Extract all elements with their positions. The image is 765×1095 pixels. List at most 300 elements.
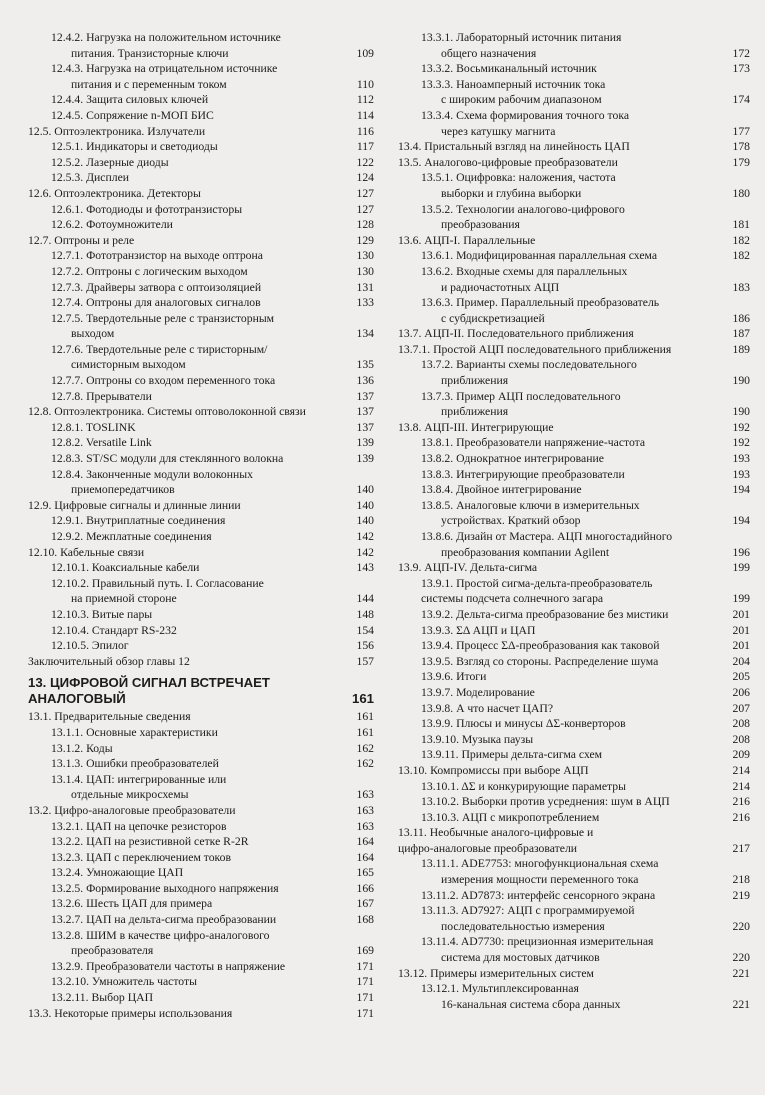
toc-entry[interactable] [28, 202, 374, 218]
toc-entry-number: 13.10.2. [421, 795, 459, 809]
toc-entry-number: 13.10.1. [421, 779, 459, 793]
toc-entry-title-continued: преобразователя [71, 944, 154, 958]
toc-page-number: 179 [732, 155, 750, 169]
toc-entry-title [51, 850, 374, 866]
toc-entry[interactable] [28, 404, 374, 420]
toc-entry[interactable] [28, 865, 374, 881]
toc-entry[interactable] [398, 248, 750, 264]
toc-entry-number: 13.2.3. [51, 850, 84, 864]
toc-entry[interactable] [398, 779, 750, 795]
toc-entry-title-continued: цифро-аналоговые преобразователи [398, 841, 578, 855]
toc-entry-title [28, 124, 374, 140]
toc-entry-number: 13. [28, 675, 47, 691]
toc-page-number: 201 [732, 623, 750, 637]
toc-entry[interactable] [398, 763, 750, 779]
toc-entry[interactable] [398, 451, 750, 467]
toc-entry-text: Оптоэлектроника. Системы оптоволоконной связи [54, 405, 306, 419]
toc-entry-number: 13.2.2. [51, 835, 84, 849]
toc-entry-title [51, 170, 374, 186]
toc-entry-text: Итоги [456, 670, 487, 684]
toc-page-number: 163 [356, 803, 374, 817]
toc-entry-text: Аналогово-цифровые преобразователи [424, 155, 618, 169]
toc-entry-title [51, 756, 374, 772]
toc-entry-text: Оптроны для аналоговых сигналов [86, 296, 261, 310]
toc-entry[interactable] [28, 435, 374, 451]
toc-entry[interactable] [398, 30, 750, 61]
toc-entry[interactable] [28, 576, 374, 607]
toc-entry[interactable] [28, 295, 374, 311]
toc-entry-text: Эпилог [91, 639, 129, 653]
toc-page-number: 201 [732, 639, 750, 653]
toc-entry[interactable] [28, 654, 374, 670]
toc-entry[interactable] [398, 856, 750, 887]
toc-entry[interactable] [28, 311, 374, 342]
toc-page-number: 109 [356, 46, 374, 60]
toc-entry[interactable] [28, 725, 374, 741]
toc-page-number: 190 [732, 405, 750, 419]
toc-entry[interactable] [28, 248, 374, 264]
toc-entry[interactable] [28, 850, 374, 866]
toc-entry[interactable] [28, 623, 374, 639]
toc-entry[interactable] [28, 974, 374, 990]
toc-entry-title [51, 155, 374, 171]
toc-entry-text: Основные характеристики [86, 725, 218, 739]
toc-entry-number: 13.1. [28, 710, 52, 724]
toc-entry-title [51, 248, 374, 264]
toc-entry-number: 12.7. [28, 233, 52, 247]
toc-entry-text: Лазерные диоды [86, 155, 169, 169]
toc-entry[interactable] [398, 607, 750, 623]
toc-page-number: 214 [732, 763, 750, 777]
toc-entry-text: AD7927: АЦП с программируемой [460, 904, 635, 918]
toc-entry[interactable] [28, 420, 374, 436]
toc-entry[interactable] [28, 819, 374, 835]
toc-entry-title [421, 701, 750, 717]
toc-entry-number: 12.7.3. [51, 280, 84, 294]
toc-entry-number: 13.2.7. [51, 913, 84, 927]
toc-entry[interactable] [28, 959, 374, 975]
toc-entry-title [421, 389, 750, 405]
toc-entry-title [51, 990, 374, 1006]
toc-entry-number: 13.11. [398, 826, 427, 840]
toc-entry[interactable] [28, 928, 374, 959]
toc-entry-title [421, 685, 750, 701]
toc-entry[interactable] [398, 202, 750, 233]
toc-page-number: 209 [732, 748, 750, 762]
toc-entry-title [421, 295, 750, 311]
toc-chapter-heading[interactable] [28, 675, 374, 707]
toc-entry-text: Предварительные сведения [54, 710, 191, 724]
toc-entry-number: 12.4.2. [51, 31, 84, 44]
toc-entry[interactable] [398, 810, 750, 826]
toc-entry-title [51, 373, 374, 389]
toc-entry-text: AD7730: прецизионная измерительная [460, 935, 654, 949]
toc-entry[interactable] [398, 170, 750, 201]
toc-page-number: 178 [732, 140, 750, 154]
toc-entry[interactable] [398, 888, 750, 904]
toc-entry-number: 13.11.2. [421, 888, 459, 902]
toc-entry[interactable] [398, 482, 750, 498]
toc-entry-title [51, 420, 374, 436]
toc-entry-title [421, 888, 750, 904]
toc-entry-number: 13.8.2. [421, 452, 454, 466]
toc-entry-number: 13.9. [398, 561, 422, 575]
toc-entry-text: А что насчет ЦАП? [456, 701, 554, 715]
toc-entry[interactable] [398, 716, 750, 732]
toc-entry-text: Фотоумножители [86, 218, 173, 232]
toc-entry-text: Выбор ЦАП [91, 991, 154, 1005]
toc-entry-title [398, 326, 750, 342]
toc-entry[interactable] [398, 233, 750, 249]
toc-entry-number: 13.9.10. [421, 732, 459, 746]
toc-entry-text: Умножающие ЦАП [86, 866, 184, 880]
toc-entry-text: Оптроны с логическим выходом [86, 264, 248, 278]
toc-entry-number: 13.9.7. [421, 685, 454, 699]
toc-entry-title [398, 825, 750, 841]
toc-entry-title [28, 1006, 374, 1022]
toc-entry[interactable] [28, 451, 374, 467]
toc-entry[interactable] [398, 981, 750, 1012]
toc-entry[interactable] [398, 701, 750, 717]
toc-entry-text: Простой АЦП последовательного приближения [433, 342, 672, 356]
toc-entry[interactable] [28, 280, 374, 296]
toc-entry-title [28, 498, 374, 514]
toc-entry-text: AD7873: интерфейс сенсорного экрана [460, 888, 656, 902]
toc-entry[interactable] [28, 373, 374, 389]
toc-entry-text: Шесть ЦАП для примера [86, 897, 213, 911]
toc-entry-text: Цифро-аналоговые преобразователи [54, 803, 236, 817]
toc-entry-text: Однократное интегрирование [456, 452, 604, 466]
toc-entry-text: ЦАП на дельта-сигма преобразовании [86, 913, 277, 927]
toc-entry[interactable] [398, 732, 750, 748]
toc-entry-number: 12.10.1. [51, 561, 89, 575]
toc-entry-text: Пример. Параллельный преобразователь [456, 296, 660, 310]
toc-entry[interactable] [398, 155, 750, 171]
toc-entry-number: 13.9.3. [421, 623, 454, 637]
toc-entry-title-continued: питания и с переменным током [71, 77, 227, 91]
toc-entry[interactable] [28, 607, 374, 623]
toc-entry[interactable] [28, 92, 374, 108]
toc-entry-title-continued: устройствах. Краткий обзор [441, 514, 581, 528]
toc-entry[interactable] [398, 638, 750, 654]
toc-page-number: 110 [356, 77, 374, 91]
toc-entry[interactable] [398, 435, 750, 451]
toc-entry-title [421, 732, 750, 748]
toc-entry[interactable] [28, 342, 374, 373]
toc-entry[interactable] [398, 825, 750, 856]
toc-entry-title [421, 810, 750, 826]
toc-entry-title [421, 779, 750, 795]
toc-entry[interactable] [398, 623, 750, 639]
toc-entry-text: Витые пары [91, 607, 153, 621]
toc-entry-number: 13.9.4. [421, 639, 454, 653]
toc-entry-text: Фотодиоды и фототранзисторы [86, 202, 243, 216]
toc-entry-title [421, 30, 750, 46]
toc-entry-number: 12.10. [28, 545, 58, 559]
toc-entry-number: 12.9. [28, 498, 52, 512]
toc-entry[interactable] [398, 966, 750, 982]
toc-entry-title [421, 108, 750, 124]
toc-page-number: 177 [732, 124, 750, 138]
toc-entry[interactable] [398, 685, 750, 701]
toc-page-number: 136 [356, 374, 374, 388]
toc-entry-text: ШИМ в качестве цифро-аналогового [86, 928, 270, 942]
toc-entry-text: Индикаторы и светодиоды [86, 140, 218, 154]
toc-entry[interactable] [398, 654, 750, 670]
toc-entry-number: 13.2.1. [51, 819, 84, 833]
toc-entry-number: 13.9.11. [421, 748, 459, 762]
toc-entry-title-continued: 16-канальная система сбора данных [441, 997, 621, 1011]
toc-entry[interactable] [28, 139, 374, 155]
toc-page-number: 168 [356, 913, 374, 927]
toc-entry[interactable] [28, 186, 374, 202]
toc-entry-text: ΔΣ и конкурирующие параметры [461, 779, 626, 793]
toc-entry[interactable] [398, 669, 750, 685]
toc-entry[interactable] [398, 264, 750, 295]
toc-entry-text: Дизайн от Мастера. АЦП многостадийного [456, 530, 673, 543]
toc-entry-text: АЦП-I. Параллельные [424, 233, 536, 247]
toc-page-number: 206 [732, 685, 750, 699]
toc-entry-text: Примеры дельта-сигма схем [461, 748, 603, 762]
toc-entry-text: Твердотельные реле с транзисторным [86, 311, 275, 325]
toc-entry-title-continued: последовательностью измерения [441, 919, 605, 933]
toc-entry[interactable] [28, 217, 374, 233]
toc-page-number: 122 [356, 155, 374, 169]
toc-entry-title [51, 529, 374, 545]
toc-entry-title [51, 725, 374, 741]
toc-entry[interactable] [28, 513, 374, 529]
toc-page-number: 157 [356, 654, 374, 668]
toc-entry-number: 13.2. [28, 803, 52, 817]
toc-entry[interactable] [28, 389, 374, 405]
toc-entry-text: АЦП с микропотреблением [461, 810, 600, 824]
toc-entry-number: 13.11.1. [421, 857, 459, 871]
toc-entry[interactable] [398, 903, 750, 934]
toc-entry-text: Фототранзистор на выходе оптрона [86, 249, 263, 263]
toc-entry-title [28, 233, 374, 249]
toc-entry-title [51, 912, 374, 928]
toc-page-number: 193 [732, 467, 750, 481]
toc-page-number: 220 [732, 919, 750, 933]
toc-entry[interactable] [28, 709, 374, 725]
toc-page-number: 208 [732, 717, 750, 731]
toc-entry[interactable] [28, 756, 374, 772]
toc-entry-title-continued: АНАЛОГОВЫЙ [28, 691, 126, 707]
toc-entry-text: Оптоэлектроника. Излучатели [54, 124, 206, 138]
toc-entry[interactable] [398, 747, 750, 763]
toc-entry-number: 12.5. [28, 124, 52, 138]
toc-entry-text: АЦП-II. Последовательного приближения [424, 327, 634, 341]
toc-entry-number: 12.6. [28, 186, 52, 200]
toc-entry-number: 12.7.7. [51, 374, 84, 388]
toc-entry-title [51, 389, 374, 405]
toc-page-number: 204 [732, 654, 750, 668]
toc-entry-title [51, 202, 374, 218]
toc-entry-number: 13.8. [398, 420, 422, 434]
toc-entry-number: 13.2.4. [51, 866, 84, 880]
toc-entry[interactable] [28, 529, 374, 545]
toc-entry-number: 12.9.2. [51, 530, 84, 543]
toc-entry[interactable] [398, 108, 750, 139]
toc-entry-number: 13.10. [398, 763, 428, 777]
toc-entry-title [51, 108, 374, 124]
toc-entry[interactable] [28, 912, 374, 928]
toc-page-number: 139 [356, 452, 374, 466]
toc-page-number: 137 [356, 420, 374, 434]
toc-page-number: 205 [732, 670, 750, 684]
toc-page-number: 154 [356, 623, 374, 637]
toc-entry-number: 12.4.4. [51, 93, 84, 107]
toc-entry-title [51, 342, 374, 358]
toc-entry-number: 12.8.4. [51, 467, 84, 481]
toc-entry[interactable] [398, 934, 750, 965]
toc-entry-text: Оптоэлектроника. Детекторы [54, 186, 201, 200]
toc-entry-text: Защита силовых ключей [86, 93, 209, 107]
toc-entry[interactable] [28, 170, 374, 186]
toc-page-number: 167 [356, 897, 374, 911]
toc-entry-text: Интегрирующие преобразователи [456, 467, 625, 481]
toc-entry-number: 13.3.1. [421, 31, 454, 44]
toc-entry[interactable] [28, 545, 374, 561]
toc-entry-title [421, 747, 750, 763]
toc-entry[interactable] [398, 420, 750, 436]
toc-entry[interactable] [28, 108, 374, 124]
toc-page-number: 220 [732, 951, 750, 965]
toc-page-number: 196 [732, 545, 750, 559]
toc-entry-title [421, 77, 750, 93]
toc-entry-number: 12.6.2. [51, 218, 84, 232]
toc-entry[interactable] [28, 124, 374, 140]
toc-entry-title [51, 295, 374, 311]
toc-page-number: 124 [356, 171, 374, 185]
toc-entry-title [398, 966, 750, 982]
toc-entry[interactable] [28, 803, 374, 819]
toc-entry[interactable] [28, 881, 374, 897]
toc-entry-title [421, 654, 750, 670]
toc-entry-text: Сопряжение n-МОП БИС [86, 108, 214, 122]
toc-entry[interactable] [28, 30, 374, 61]
toc-entry-title-continued: приближения [441, 374, 509, 388]
toc-entry-number: 12.10.4. [51, 623, 89, 637]
toc-entry-title [421, 903, 750, 919]
toc-entry[interactable] [28, 498, 374, 514]
toc-entry-title [51, 865, 374, 881]
toc-entry[interactable] [28, 467, 374, 498]
toc-entry-text: Входные схемы для параллельных [456, 264, 628, 278]
toc-entry[interactable] [28, 772, 374, 803]
toc-entry[interactable] [398, 139, 750, 155]
toc-entry[interactable] [28, 61, 374, 92]
toc-entry[interactable] [28, 834, 374, 850]
toc-entry[interactable] [398, 326, 750, 342]
toc-entry-text: Межплатные соединения [86, 530, 212, 543]
toc-entry-title-continued: отдельные микросхемы [71, 788, 189, 802]
toc-entry-number: 13.8.4. [421, 483, 454, 497]
toc-page-number: 171 [356, 959, 374, 973]
toc-entry[interactable] [28, 560, 374, 576]
toc-page-number: 163 [356, 788, 374, 802]
toc-page-number: 127 [356, 202, 374, 216]
toc-entry[interactable] [398, 498, 750, 529]
toc-entry-number: 12.7.6. [51, 342, 84, 356]
toc-page-number: 182 [732, 233, 750, 247]
toc-entry-title-continued: с субдискретизацией [441, 311, 545, 325]
toc-entry-text: Необычные аналого-цифровые и [429, 826, 594, 840]
toc-entry[interactable] [28, 638, 374, 654]
toc-entry-title-continued: измерения мощности переменного тока [441, 873, 639, 887]
toc-entry-text: АЦП-III. Интегрирующие [424, 420, 554, 434]
toc-page-number: 162 [356, 757, 374, 771]
toc-entry-number: 13.5. [398, 155, 422, 169]
toc-entry[interactable] [398, 295, 750, 326]
toc-entry-title [28, 186, 374, 202]
toc-entry-title [421, 607, 750, 623]
toc-page-number: 199 [732, 561, 750, 575]
toc-entry-text: Оптроны и реле [54, 233, 135, 247]
toc-entry[interactable] [28, 1006, 374, 1022]
toc-entry-number: 13.7.3. [421, 389, 454, 403]
toc-entry[interactable] [28, 233, 374, 249]
toc-entry-title [51, 513, 374, 529]
toc-entry-text: ΣΔ АЦП и ЦАП [456, 623, 536, 637]
toc-entry[interactable] [398, 529, 750, 560]
toc-entry[interactable] [398, 342, 750, 358]
toc-entry-number: 13.6.1. [421, 249, 454, 263]
toc-entry[interactable] [398, 467, 750, 483]
toc-entry[interactable] [398, 61, 750, 77]
toc-entry-text: Формирование выходного напряжения [86, 881, 279, 895]
toc-page-number: 201 [732, 607, 750, 621]
toc-entry-number: 12.7.1. [51, 249, 84, 263]
toc-entry-number: 12.5.3. [51, 171, 84, 185]
toc-entry[interactable] [28, 741, 374, 757]
toc-entry-number: 12.9.1. [51, 514, 84, 528]
toc-entry-number: 13.9.9. [421, 717, 454, 731]
toc-entry-title [51, 560, 374, 576]
toc-entry[interactable] [28, 990, 374, 1006]
toc-entry-title-continued: выходом [71, 327, 115, 341]
toc-entry-number: 12.8.3. [51, 452, 84, 466]
toc-entry[interactable] [28, 264, 374, 280]
toc-page-number: 134 [356, 327, 374, 341]
toc-entry-number: 13.6. [398, 233, 422, 247]
toc-entry[interactable] [398, 794, 750, 810]
toc-entry-title-continued: преобразования [441, 218, 520, 232]
toc-entry-number: 13.2.8. [51, 928, 84, 942]
toc-page-number: 180 [732, 186, 750, 200]
toc-entry-title [51, 92, 374, 108]
toc-entry-text: Драйверы затвора с оптоизоляцией [86, 280, 262, 294]
toc-entry[interactable] [398, 77, 750, 108]
toc-entry-number: 13.12. [398, 966, 428, 980]
toc-entry-number: 12.10.5. [51, 639, 89, 653]
toc-entry[interactable] [28, 155, 374, 171]
toc-entry-text: Моделирование [456, 685, 535, 699]
toc-page-number: 156 [356, 639, 374, 653]
toc-page-number: 208 [732, 732, 750, 746]
toc-entry-number: 12.6.1. [51, 202, 84, 216]
toc-entry-number: 12.7.8. [51, 389, 84, 403]
toc-page-number: 163 [356, 819, 374, 833]
toc-entry-number: 12.8. [28, 405, 52, 419]
toc-entry[interactable] [398, 389, 750, 420]
toc-entry-title [51, 819, 374, 835]
toc-entry[interactable] [398, 560, 750, 576]
toc-entry[interactable] [28, 896, 374, 912]
toc-entry[interactable] [398, 576, 750, 607]
toc-entry[interactable] [398, 357, 750, 388]
toc-entry-title-continued: приближения [441, 405, 509, 419]
